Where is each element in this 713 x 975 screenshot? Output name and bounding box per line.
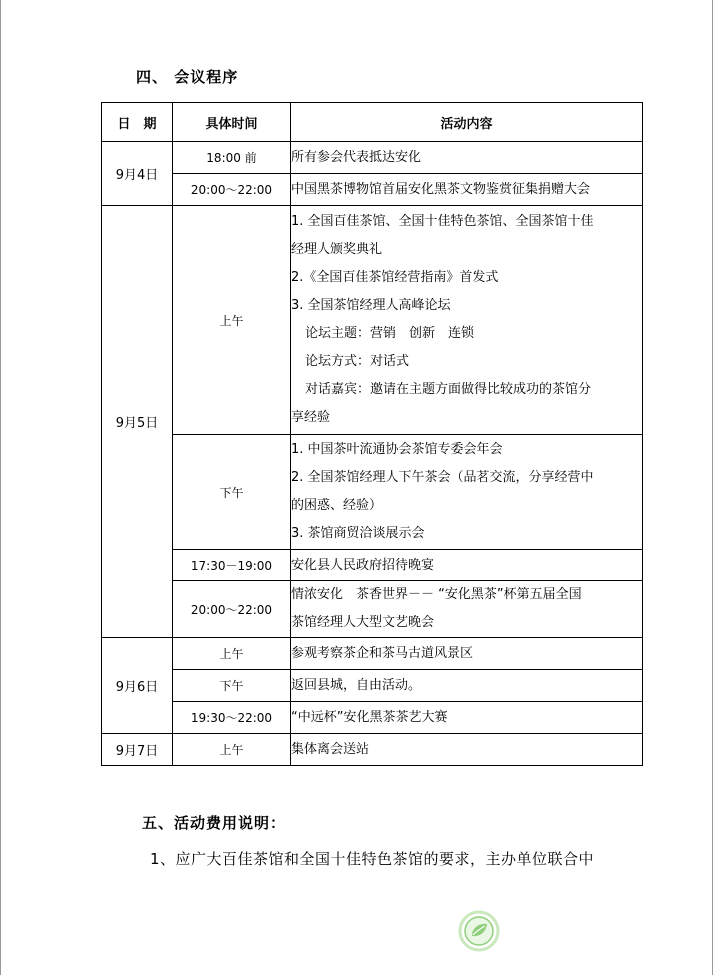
time-cell: 17:30－19:00 [173, 550, 291, 581]
section-5-heading: 五、活动费用说明： [142, 814, 287, 832]
activity-line: 1. 中国茶叶流通协会茶馆专委会年会 [291, 442, 503, 457]
date-cell: 9月5日 [102, 206, 173, 638]
activity-line: 论坛主题：营销 创新 连锁 [305, 326, 475, 341]
activity-line: 3. 全国茶馆经理人高峰论坛 [291, 298, 451, 313]
activity-cell: 返回县城，自由活动。 [291, 670, 643, 702]
activity-cell: 集体离会送站 [291, 734, 643, 766]
table-row [102, 435, 643, 550]
activity-line: 2. 全国茶馆经理人下午茶会（品茗交流，分享经营中 [291, 470, 594, 485]
section-4-heading: 四、 会议程序 [136, 68, 239, 86]
activity-line: 茶馆经理人大型文艺晚会 [291, 615, 435, 630]
date-cell: 9月7日 [102, 734, 173, 766]
header-time: 具体时间 [173, 103, 291, 142]
time-cell: 上午 [173, 638, 291, 670]
date-cell: 9月4日 [102, 142, 173, 206]
activity-line: 情浓安化 茶香世界－－ “安化黑茶”杯第五届全国 [291, 587, 582, 602]
table-row [102, 142, 643, 174]
activity-cell: 安化县人民政府招待晚宴 [291, 550, 643, 581]
table-row [102, 734, 643, 766]
activity-line: 1. 全国百佳茶馆、全国十佳特色茶馆、全国茶馆十佳 [291, 214, 594, 229]
time-cell: 18:00 前 [173, 142, 291, 174]
time-cell: 上午 [173, 206, 291, 435]
table-row [102, 174, 643, 206]
activity-cell: “中远杯”安化黑茶茶艺大赛 [291, 702, 643, 734]
table-header-row [102, 103, 643, 142]
activity-cell: 所有参会代表抵达安化 [291, 142, 643, 174]
activity-line: 论坛方式：对话式 [305, 354, 410, 369]
table-row [102, 702, 643, 734]
activity-cell: 中国黑茶博物馆首届安化黑茶文物鉴赏征集捐赠大会 [291, 174, 643, 206]
activity-cell [291, 206, 643, 435]
leaf-logo-icon [458, 910, 500, 952]
header-content: 活动内容 [291, 103, 643, 142]
activity-line: 享经验 [291, 410, 331, 425]
time-cell: 下午 [173, 670, 291, 702]
date-cell: 9月6日 [102, 638, 173, 734]
time-cell: 20:00～22:00 [173, 581, 291, 638]
activity-cell [291, 581, 643, 638]
time-cell: 下午 [173, 435, 291, 550]
time-cell: 上午 [173, 734, 291, 766]
table-row [102, 638, 643, 670]
table-row [102, 206, 643, 435]
activity-line: 经理人颁奖典礼 [291, 242, 383, 257]
activity-line: 2.《全国百佳茶馆经营指南》首发式 [291, 270, 499, 285]
activity-line: 的困惑、经验） [291, 498, 383, 513]
activity-cell: 参观考察茶企和茶马古道风景区 [291, 638, 643, 670]
table-row [102, 550, 643, 581]
table-row [102, 581, 643, 638]
time-cell: 20:00～22:00 [173, 174, 291, 206]
time-cell: 19:30～22:00 [173, 702, 291, 734]
activity-line: 对话嘉宾：邀请在主题方面做得比较成功的茶馆分 [305, 382, 592, 397]
page-edge-left [0, 0, 1, 975]
header-date: 日 期 [102, 103, 173, 142]
activity-cell [291, 435, 643, 550]
schedule-table [101, 102, 643, 766]
table-row [102, 670, 643, 702]
fee-paragraph: 1、应广大百佳茶馆和全国十佳特色茶馆的要求，主办单位联合中 [150, 850, 595, 868]
activity-line: 3. 茶馆商贸洽谈展示会 [291, 526, 425, 541]
